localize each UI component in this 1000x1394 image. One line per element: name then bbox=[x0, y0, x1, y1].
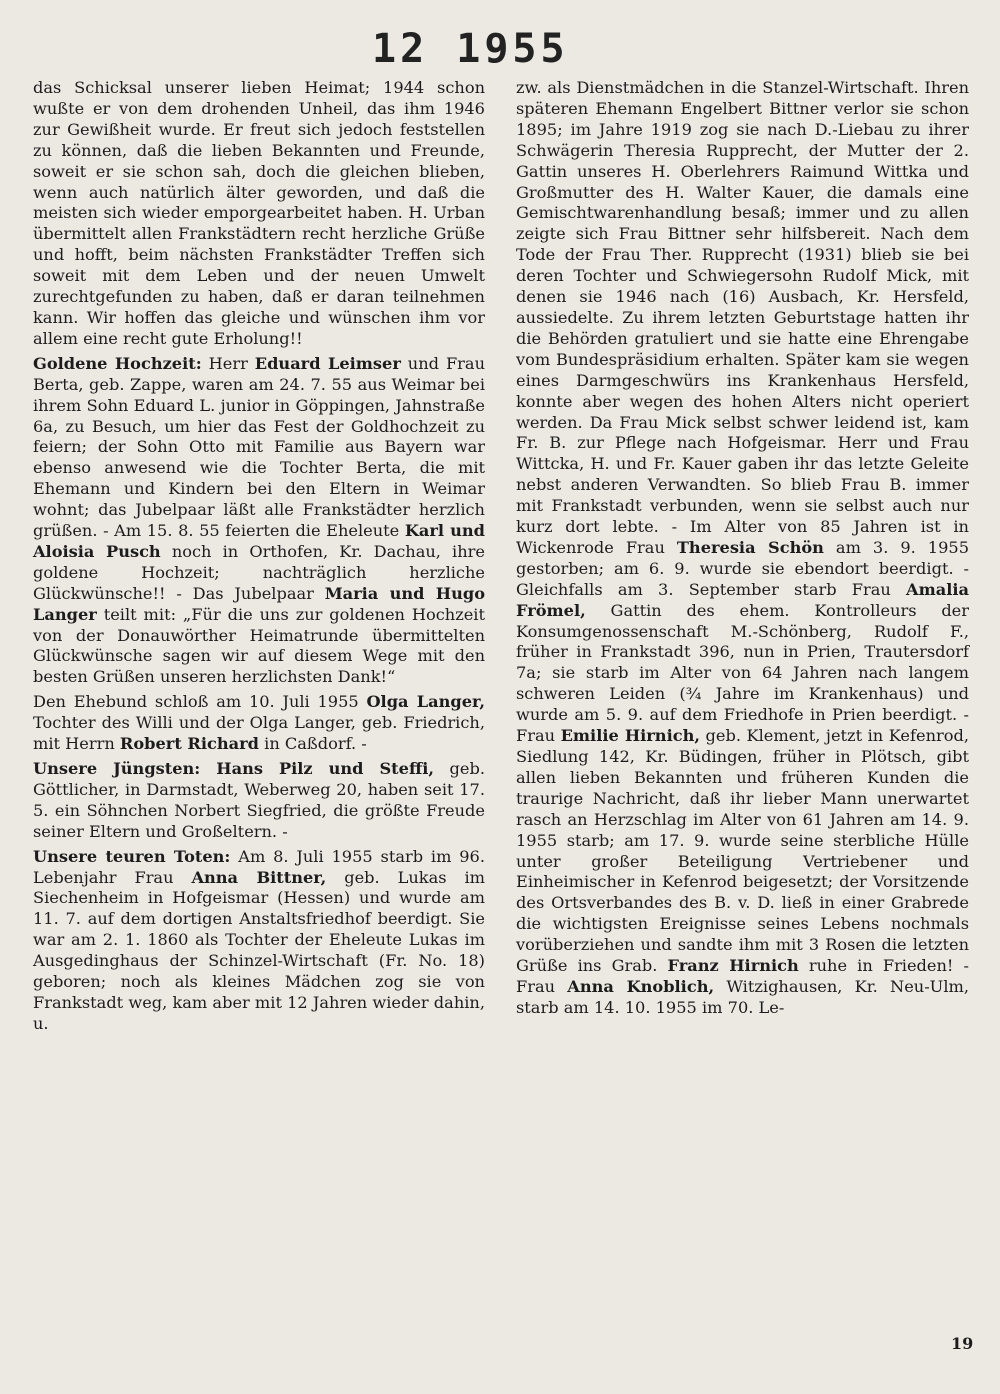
bold-name: Karl und Aloisia Pusch bbox=[33, 521, 485, 561]
text-run: teilt mit: „Für die uns zur goldenen Hochzeit von der Donauwörther Heimatrunde übermittelten Glückwünsche sagen wir auf diesem Wege mit den besten Grüßen unseren herzlichsten Dank!“ bbox=[33, 604, 485, 687]
bold-name: Amalia Frömel, bbox=[516, 579, 969, 620]
bold-name: Robert Richard bbox=[119, 734, 259, 754]
paragraph-ehebund bbox=[33, 692, 485, 755]
bold-name: Eduard Leimser bbox=[254, 353, 401, 373]
text-run: zw. als Dienstmädchen in die Stanzel-Wirtschaft. Ihren späteren Ehemann Engelbert Bittner verlor sie schon 1895; im Jahre 1919 zog sie nach D.-Liebau zu ihrer Schwägerin Theresia Rupprecht, der Mutter der 2. Gattin unseres H. Oberlehrers Raimund Wittka und Großmutter des H. Walter Kauer, die damals eine Gemischtwarenhandlung besaß; immer und zu allen zeigte sich Frau Bittner sehr hilfsbereit. Nach dem Tode der Frau Ther. Rupprecht (1931) blieb sie bei deren Tochter und Schwiegersohn Rudolf Mick, mit denen sie 1946 nach (16) Ausbach, Kr. Hersfeld, aussiedelte. Zu ihrem letzten Geburtstage hatten ihr die Behörden gratuliert und sie hatte eine Ehrengabe vom Bundespräsidium erhalten. Später kam sie wegen eines Darmgeschwürs ins Krankenhaus Hersfeld, konnte aber wegen des hohen Alters nicht operiert werden. Da Frau Mick selbst schwer leidend ist, kam Fr. B. zur Pflege nach Hofgeismar. Herr und Frau Wittcka, H. und Fr. Kauer gaben ihr das letzte Geleite nebst anderen Verwandten. So blieb Frau B. immer mit Frankstadt verbunden, wenn sie selbst auch nur kurz dort lebte. - Im Alter von 85 Jahren ist in Wickenrode Frau bbox=[516, 78, 969, 557]
paragraph-goldene-hochzeit bbox=[33, 354, 485, 689]
text-run: ruhe in Frieden! - Frau bbox=[516, 956, 969, 996]
paragraph-unsere-teuren-toten bbox=[33, 847, 485, 1035]
paragraph-urban: das Schicksal unserer lieben Heimat; 1944 schon wußte er von dem drohenden Unheil, das ihm 1946 zur Gewißheit wurde. Er freut sich jedoch feststellen zu können, daß die lieben Bekannten und Freunde, soweit er sie schon sah, doch die gleichen blieben, wenn auch natürlich älter geworden, und daß die meisten sich wieder emporgearbeitet haben. H. Urban übermittelt allen Frankstädtern recht herzliche Grüße und hofft, beim nächsten Frankstädter Treffen sich soweit mit dem Leben und der neuen Umwelt zurechtgefunden zu haben, daß er daran teilnehmen kann. Wir hoffen das gleiche und wünschen ihm vor allem eine recht gute Erholung!! bbox=[33, 78, 485, 348]
text-run: Den Ehebund schloß am 10. Juli 1955 bbox=[33, 692, 367, 712]
text-run: Herr bbox=[201, 353, 255, 373]
text-run: und Frau Berta, geb. Zappe, waren am 24. 7. 55 aus Weimar bei ihrem Sohn Eduard L. junior in Göppingen, Jahnstraße 6a, zu Besuch, um hier das Fest der Goldhochzeit zu feiern; der Sohn Otto mit Familie aus Bayern war ebenso anwesend wie die Tochter Berta, die mit Ehemann und Kindern bei den Eltern in Weimar wohnt; das Jubelpaar läßt alle Frankstädter herzlich grüßen. - Am 15. 8. 55 feierten die Eheleute bbox=[33, 353, 485, 541]
text-run: Gattin des ehem. Kontrolleurs der Konsumgenossenschaft M.-Schönberg, Rudolf F., früher in Frankstadt 396, nun in Prien, Trautersdorf 7a; sie starb im Alter von 64 Jahren nach langem schweren Leiden (¾ Jahre im Krankenhaus) und wurde am 5. 9. auf dem Friedhofe in Prien beerdigt. - Frau bbox=[516, 600, 969, 746]
bold-name: Anna Bittner, bbox=[191, 867, 327, 887]
text-run: geb. Klement, jetzt in Kefenrod, Siedlung 142, Kr. Büdingen, früher in Plötsch, gibt allen lieben Bekannten und früheren Kunden die traurige Nachricht, daß ihr lieber Mann unerwartet rasch an Herzschlag im Alter von 61 Jahren am 14. 9. 1955 starb; am 17. 9. wurde seine sterbliche Hülle unter großer Beteiligung Vertriebener und Einheimischer in Kefenrod beigesetzt; der Vorsitzende des Ortsverbandes des B. v. D. ließ in einer Grabrede die wichtigsten Ereignisse seines Lebens nochmals vorüberziehen und sandte ihm mit 3 Rosen die letzten Grüße ins Grab. bbox=[516, 726, 969, 976]
paragraph-obituaries-continued bbox=[516, 78, 969, 1019]
text-run: Tochter des Willi und der Olga Langer, geb. Friedrich, mit Herrn bbox=[33, 713, 485, 754]
paragraph-unsere-juengsten bbox=[33, 759, 485, 843]
bold-name: Olga Langer, bbox=[366, 692, 485, 712]
text-run: geb. Göttlicher, in Darmstadt, Weberweg 20, haben seit 17. 5. ein Söhnchen Norbert Siegfried, die größte Freude seiner Eltern und Großeltern. - bbox=[33, 759, 485, 841]
bold-name: Maria und Hugo Langer bbox=[33, 583, 485, 624]
text-run: in Caßdorf. - bbox=[259, 734, 367, 754]
text-run: am 3. 9. 1955 gestorben; am 6. 9. wurde sie ebendort beerdigt. - Gleichfalls am 3. September starb Frau bbox=[516, 537, 969, 599]
page-number: 19 bbox=[951, 1334, 974, 1353]
bold-name: Unsere teuren Toten: bbox=[33, 846, 231, 866]
bold-name: Anna Knoblich, bbox=[567, 976, 715, 996]
left-column bbox=[33, 78, 485, 1035]
archive-stamp: 12 1955 bbox=[372, 26, 569, 72]
text-run: geb. Lukas im Siechenheim in Hofgeismar (Hessen) und wurde am 11. 7. auf dem dortigen Anstaltsfriedhof beerdigt. Sie war am 2. 1. 1860 als Tochter der Eheleute Lukas im Ausgedinghaus der Schinzel-Wirtschaft (Fr. No. 18) geboren; noch als kleines Mädchen zog sie von Frankstadt weg, kam aber mit 12 Jahren wieder dahin, u. bbox=[33, 867, 486, 1033]
bold-name: Theresia Schön bbox=[676, 537, 824, 557]
bold-name: Goldene Hochzeit: bbox=[33, 353, 202, 373]
text-run: Am 8. Juli 1955 starb im 96. Lebenjahr Frau bbox=[33, 846, 485, 887]
text-run: Witzighausen, Kr. Neu-Ulm, starb am 14. 10. 1955 im 70. Le- bbox=[516, 976, 969, 1017]
text-run: noch in Orthofen, Kr. Dachau, ihre goldene Hochzeit; nachträglich herzliche Glückwünsche!! - Das Jubelpaar bbox=[33, 541, 485, 603]
bold-name: Unsere Jüngsten: Hans Pilz und Steffi, bbox=[33, 759, 435, 778]
bold-name: Emilie Hirnich, bbox=[560, 726, 700, 746]
right-column bbox=[516, 78, 969, 1019]
bold-name: Franz Hirnich bbox=[667, 956, 799, 976]
